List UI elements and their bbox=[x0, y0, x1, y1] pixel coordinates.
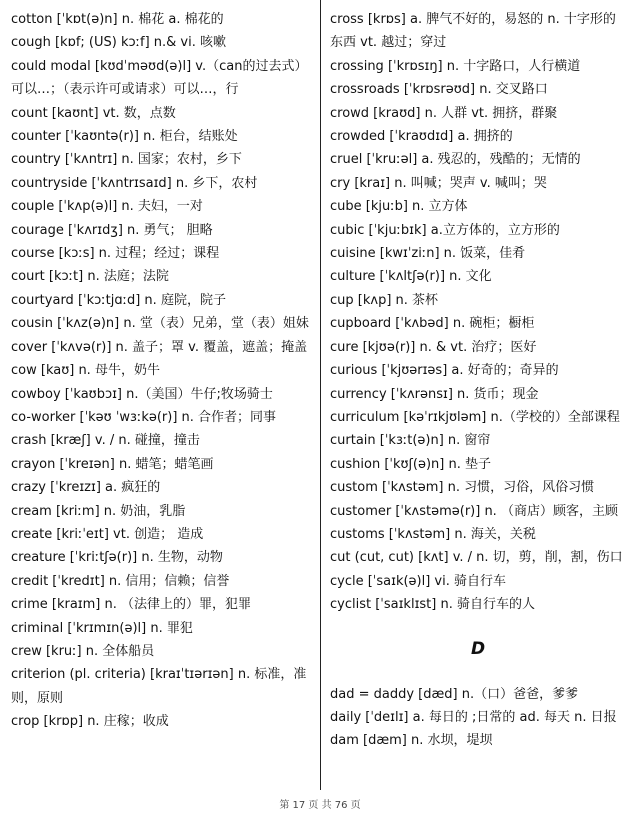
dictionary-entry: couple [ˈkʌp(ə)l] n. 夫妇，一对 bbox=[11, 199, 203, 215]
dictionary-entry: course [kɔːs] n. 过程；经过；课程 bbox=[11, 246, 220, 262]
dictionary-entry: cruel [ˈkruːəl] a. 残忍的，残酷的；无情的 bbox=[330, 152, 581, 168]
dictionary-entry: cough [kɒf; (US) kɔːf] n.& vi. 咳嗽 bbox=[11, 35, 226, 51]
dictionary-entry: crossing [ˈkrɒsɪŋ] n. 十字路口，人行横道 bbox=[330, 58, 581, 74]
c-entries bbox=[330, 8, 626, 617]
dictionary-entry: crayon [ˈkreɪən] n. 蜡笔；蜡笔画 bbox=[11, 456, 214, 472]
dictionary-entry: cotton [ˈkɒt(ə)n] n. 棉花 a. 棉花的 bbox=[11, 12, 224, 27]
dictionary-entry: cross [krɒs] a. 脾气不好的，易怒的 n. 十字形的东西 vt. 越过；穿过 bbox=[330, 12, 616, 51]
right-column bbox=[330, 8, 626, 753]
dictionary-entry: cubic [ˈkjuːbɪk] a.立方体的，立方形的 bbox=[330, 222, 560, 238]
dictionary-entry: courage [ˈkʌrɪdʒ] n. 勇气； 胆略 bbox=[11, 222, 213, 238]
dictionary-entry: customs [ˈkʌstəm] n. 海关，关税 bbox=[330, 526, 536, 542]
dictionary-entry: cushion [ˈkʊʃ(ə)n] n. 垫子 bbox=[330, 456, 491, 472]
dictionary-entry: crowded [ˈkraʊdɪd] a. 拥挤的 bbox=[330, 129, 513, 145]
dictionary-entry: crew [kruː] n. 全体船员 bbox=[11, 643, 155, 659]
dictionary-entry: countryside [ˈkʌntrɪsaɪd] n. 乡下，农村 bbox=[11, 175, 258, 191]
dictionary-entry: curtain [ˈkɜːt(ə)n] n. 窗帘 bbox=[330, 433, 491, 449]
left-column bbox=[11, 8, 313, 734]
dictionary-entry: cure [kjʊə(r)] n. & vt. 治疗；医好 bbox=[330, 339, 537, 355]
column-divider bbox=[320, 0, 321, 790]
page-footer: 第 17 页 共 76 页 bbox=[279, 800, 361, 811]
dictionary-entry: crazy [ˈkreɪzɪ] a. 疯狂的 bbox=[11, 480, 161, 496]
dictionary-entry: cowboy [ˈkaʊbɔɪ] n.（美国）牛仔;牧场骑士 bbox=[11, 386, 273, 402]
dictionary-entry: cry [kraɪ] n. 叫喊；哭声 v. 喊叫；哭 bbox=[330, 175, 547, 191]
dictionary-entry: create [kriːˈeɪt] vt. 创造； 造成 bbox=[11, 526, 204, 542]
dictionary-entry: court [kɔːt] n. 法庭；法院 bbox=[11, 269, 169, 285]
section-letter-d: D bbox=[470, 638, 486, 659]
dictionary-entry: crime [kraɪm] n. （法律上的）罪，犯罪 bbox=[11, 597, 252, 613]
dictionary-entry: counter [ˈkaʊntə(r)] n. 柜台，结账处 bbox=[11, 129, 238, 145]
dictionary-entry: crowd [kraʊd] n. 人群 vt. 拥挤，群聚 bbox=[330, 105, 558, 121]
dictionary-entry: cup [kʌp] n. 茶杯 bbox=[330, 292, 439, 308]
dictionary-entry: cousin [ˈkʌz(ə)n] n. 堂（表）兄弟，堂（表）姐妹 bbox=[11, 316, 309, 332]
dictionary-entry: criterion (pl. criteria) [kraɪˈtɪərɪən] n. 标准，准则，原则 bbox=[11, 667, 307, 706]
dictionary-entry: currency [ˈkʌrənsɪ] n. 货币；现金 bbox=[330, 386, 539, 402]
dictionary-entry: cream [kriːm] n. 奶油，乳脂 bbox=[11, 503, 186, 519]
dictionary-entry: creature [ˈkriːtʃə(r)] n. 生物，动物 bbox=[11, 550, 223, 566]
dictionary-entry: co-worker [ˈkəʊ ˈwɜːkə(r)] n. 合作者；同事 bbox=[11, 409, 277, 425]
dictionary-entry: criminal [ˈkrɪmɪn(ə)l] n. 罪犯 bbox=[11, 620, 193, 636]
dictionary-entry: cow [kaʊ] n. 母牛，奶牛 bbox=[11, 363, 160, 379]
dictionary-entry: cupboard [ˈkʌbəd] n. 碗柜；橱柜 bbox=[330, 316, 535, 332]
dictionary-entry: cut (cut, cut) [kʌt] v. / n. 切，剪，削，割，伤口 bbox=[330, 550, 623, 566]
dictionary-entry: daily [ˈdeɪlɪ] a. 每日的 ;日常的 ad. 每天 n. 日报 bbox=[330, 709, 617, 725]
dictionary-entry: culture [ˈkʌltʃə(r)] n. 文化 bbox=[330, 269, 492, 285]
d-entries bbox=[330, 683, 626, 753]
dictionary-entry: cube [kjuːb] n. 立方体 bbox=[330, 199, 468, 215]
dictionary-entry: count [kaʊnt] vt. 数，点数 bbox=[11, 105, 176, 121]
dictionary-entry: cuisine [kwɪˈziːn] n. 饭菜，佳肴 bbox=[330, 246, 526, 262]
dictionary-entry: customer [ˈkʌstəmə(r)] n. （商店）顾客，主顾 bbox=[330, 503, 618, 519]
dictionary-entry: curriculum [kəˈrɪkjʊləm] n.（学校的）全部课程 bbox=[330, 409, 620, 425]
dictionary-entry: could modal [kʊdˈməʊd(ə)l] v.（can的过去式）可以…；（表示许可或请求）可以…，行 bbox=[11, 58, 308, 98]
dictionary-entry: crash [kræʃ] v. / n. 碰撞，撞击 bbox=[11, 433, 200, 449]
dictionary-entry: curious [ˈkjʊərɪəs] a. 好奇的；奇异的 bbox=[330, 363, 559, 379]
dictionary-entry: credit [ˈkredɪt] n. 信用；信赖；信誉 bbox=[11, 573, 230, 589]
dictionary-entry: country [ˈkʌntrɪ] n. 国家；农村，乡下 bbox=[11, 152, 242, 168]
dictionary-entry: crop [krɒp] n. 庄稼；收成 bbox=[11, 714, 169, 730]
dictionary-entry: custom [ˈkʌstəm] n. 习惯，习俗，风俗习惯 bbox=[330, 480, 595, 496]
dictionary-entry: dad = daddy [dæd] n.（口）爸爸，爹爹 bbox=[330, 686, 579, 702]
dictionary-entry: courtyard [ˈkɔːtjɑːd] n. 庭院，院子 bbox=[11, 292, 226, 308]
dictionary-entry: cyclist [ˈsaɪklɪst] n. 骑自行车的人 bbox=[330, 597, 535, 613]
dictionary-entry: cover [ˈkʌvə(r)] n. 盖子；罩 v. 覆盖，遮盖；掩盖 bbox=[11, 339, 308, 355]
dictionary-entry: dam [dæm] n. 水坝，堤坝 bbox=[330, 733, 493, 749]
dictionary-entry: crossroads [ˈkrɒsrəʊd] n. 交叉路口 bbox=[330, 82, 548, 98]
dictionary-entry: cycle [ˈsaɪk(ə)l] vi. 骑自行车 bbox=[330, 573, 507, 589]
